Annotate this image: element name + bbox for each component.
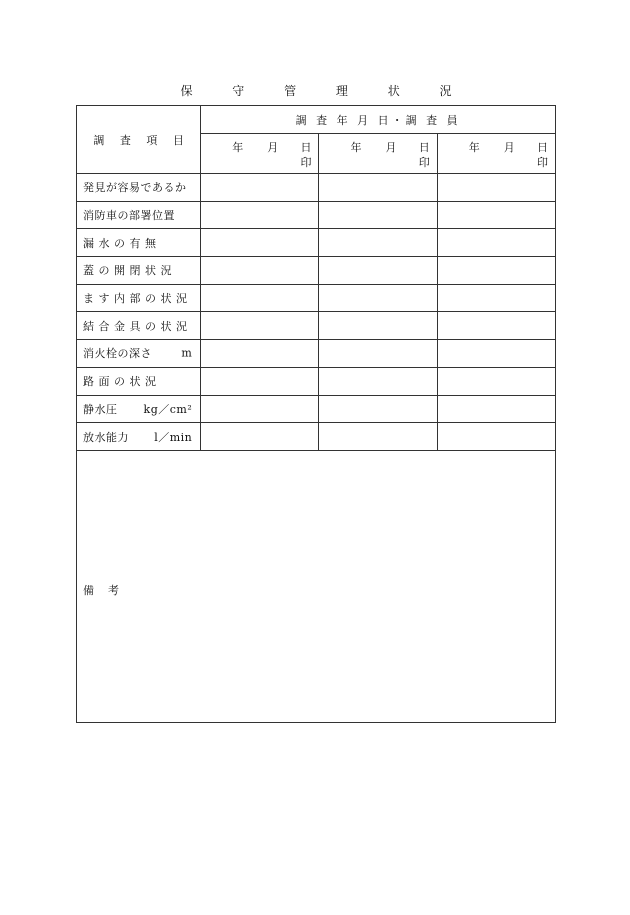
remarks-area[interactable] xyxy=(77,450,556,722)
entry-cell[interactable] xyxy=(319,367,437,395)
entry-cell[interactable] xyxy=(319,395,437,423)
table-row xyxy=(77,367,556,395)
seal-label: 印 xyxy=(537,156,548,169)
table-row xyxy=(77,340,556,368)
survey-column-header: 調 査 年 月 日・調 査 員 xyxy=(201,106,556,134)
entry-cell[interactable] xyxy=(437,340,555,368)
item-column-header: 調 査 項 目 xyxy=(77,106,201,174)
entry-cell[interactable] xyxy=(437,312,555,340)
day-label: 日 xyxy=(537,141,548,154)
table-row xyxy=(77,229,556,257)
entry-cell[interactable] xyxy=(319,312,437,340)
entry-cell[interactable] xyxy=(319,201,437,229)
item-label-static-pressure xyxy=(77,401,200,417)
item-label-hydrant-depth xyxy=(77,345,200,361)
maintenance-status-table xyxy=(76,105,556,723)
unit-label: kg／cm² xyxy=(143,402,193,416)
table-row xyxy=(77,201,556,229)
year-label: 年 xyxy=(350,141,362,154)
seal-label: 印 xyxy=(418,156,430,169)
entry-cell[interactable] xyxy=(201,201,319,229)
unit-label: l／min xyxy=(154,430,193,444)
item-label-road-surface: 路 面 の 状 況 xyxy=(83,375,157,389)
entry-cell[interactable] xyxy=(201,340,319,368)
table-row xyxy=(77,284,556,312)
item-label-text: 放水能力 xyxy=(83,430,129,444)
form-title: 保 守 管 理 状 況 xyxy=(180,84,470,98)
year-label: 年 xyxy=(232,141,244,154)
entry-cell[interactable] xyxy=(201,312,319,340)
entry-cell[interactable] xyxy=(437,257,555,285)
entry-cell[interactable] xyxy=(319,229,437,257)
item-label-discoverability: 発見が容易であるか xyxy=(83,181,187,195)
day-label: 日 xyxy=(418,141,430,154)
entry-cell[interactable] xyxy=(437,423,555,451)
month-label: 月 xyxy=(503,141,515,154)
entry-cell[interactable] xyxy=(201,257,319,285)
item-label-lid-condition: 蓋 の 開 閉 状 況 xyxy=(83,264,172,278)
survey-date-cell-1[interactable] xyxy=(201,134,319,174)
entry-cell[interactable] xyxy=(201,367,319,395)
table-row xyxy=(77,423,556,451)
table-row xyxy=(77,257,556,285)
item-label-box-interior: ま す 内 部 の 状 況 xyxy=(83,292,188,306)
survey-date-cell-2[interactable] xyxy=(319,134,437,174)
entry-cell[interactable] xyxy=(437,229,555,257)
survey-date-cell-3[interactable] xyxy=(437,134,555,174)
entry-cell[interactable] xyxy=(437,174,555,202)
entry-cell[interactable] xyxy=(319,257,437,285)
month-label: 月 xyxy=(267,141,279,154)
table-row xyxy=(77,174,556,202)
entry-cell[interactable] xyxy=(201,174,319,202)
month-label: 月 xyxy=(385,141,397,154)
entry-cell[interactable] xyxy=(319,423,437,451)
unit-label: m xyxy=(181,346,193,360)
table-row xyxy=(77,312,556,340)
entry-cell[interactable] xyxy=(201,395,319,423)
table-row xyxy=(77,395,556,423)
entry-cell[interactable] xyxy=(319,340,437,368)
entry-cell[interactable] xyxy=(201,423,319,451)
day-label: 日 xyxy=(300,141,312,154)
item-label-water-leak: 漏 水 の 有 無 xyxy=(83,236,157,250)
item-label-text: 消火栓の深さ xyxy=(83,347,152,361)
item-label-text: 静水圧 xyxy=(83,402,118,416)
seal-label: 印 xyxy=(300,156,312,169)
item-label-fire-engine-position: 消防車の部署位置 xyxy=(83,209,175,223)
entry-cell[interactable] xyxy=(437,395,555,423)
entry-cell[interactable] xyxy=(437,367,555,395)
remarks-label: 備考 xyxy=(83,584,133,598)
item-label-coupling-condition: 結 合 金 具 の 状 況 xyxy=(83,319,188,333)
entry-cell[interactable] xyxy=(201,284,319,312)
item-label-discharge-capacity xyxy=(77,429,200,445)
year-label: 年 xyxy=(468,141,480,154)
entry-cell[interactable] xyxy=(201,229,319,257)
entry-cell[interactable] xyxy=(319,174,437,202)
entry-cell[interactable] xyxy=(437,201,555,229)
entry-cell[interactable] xyxy=(319,284,437,312)
entry-cell[interactable] xyxy=(437,284,555,312)
